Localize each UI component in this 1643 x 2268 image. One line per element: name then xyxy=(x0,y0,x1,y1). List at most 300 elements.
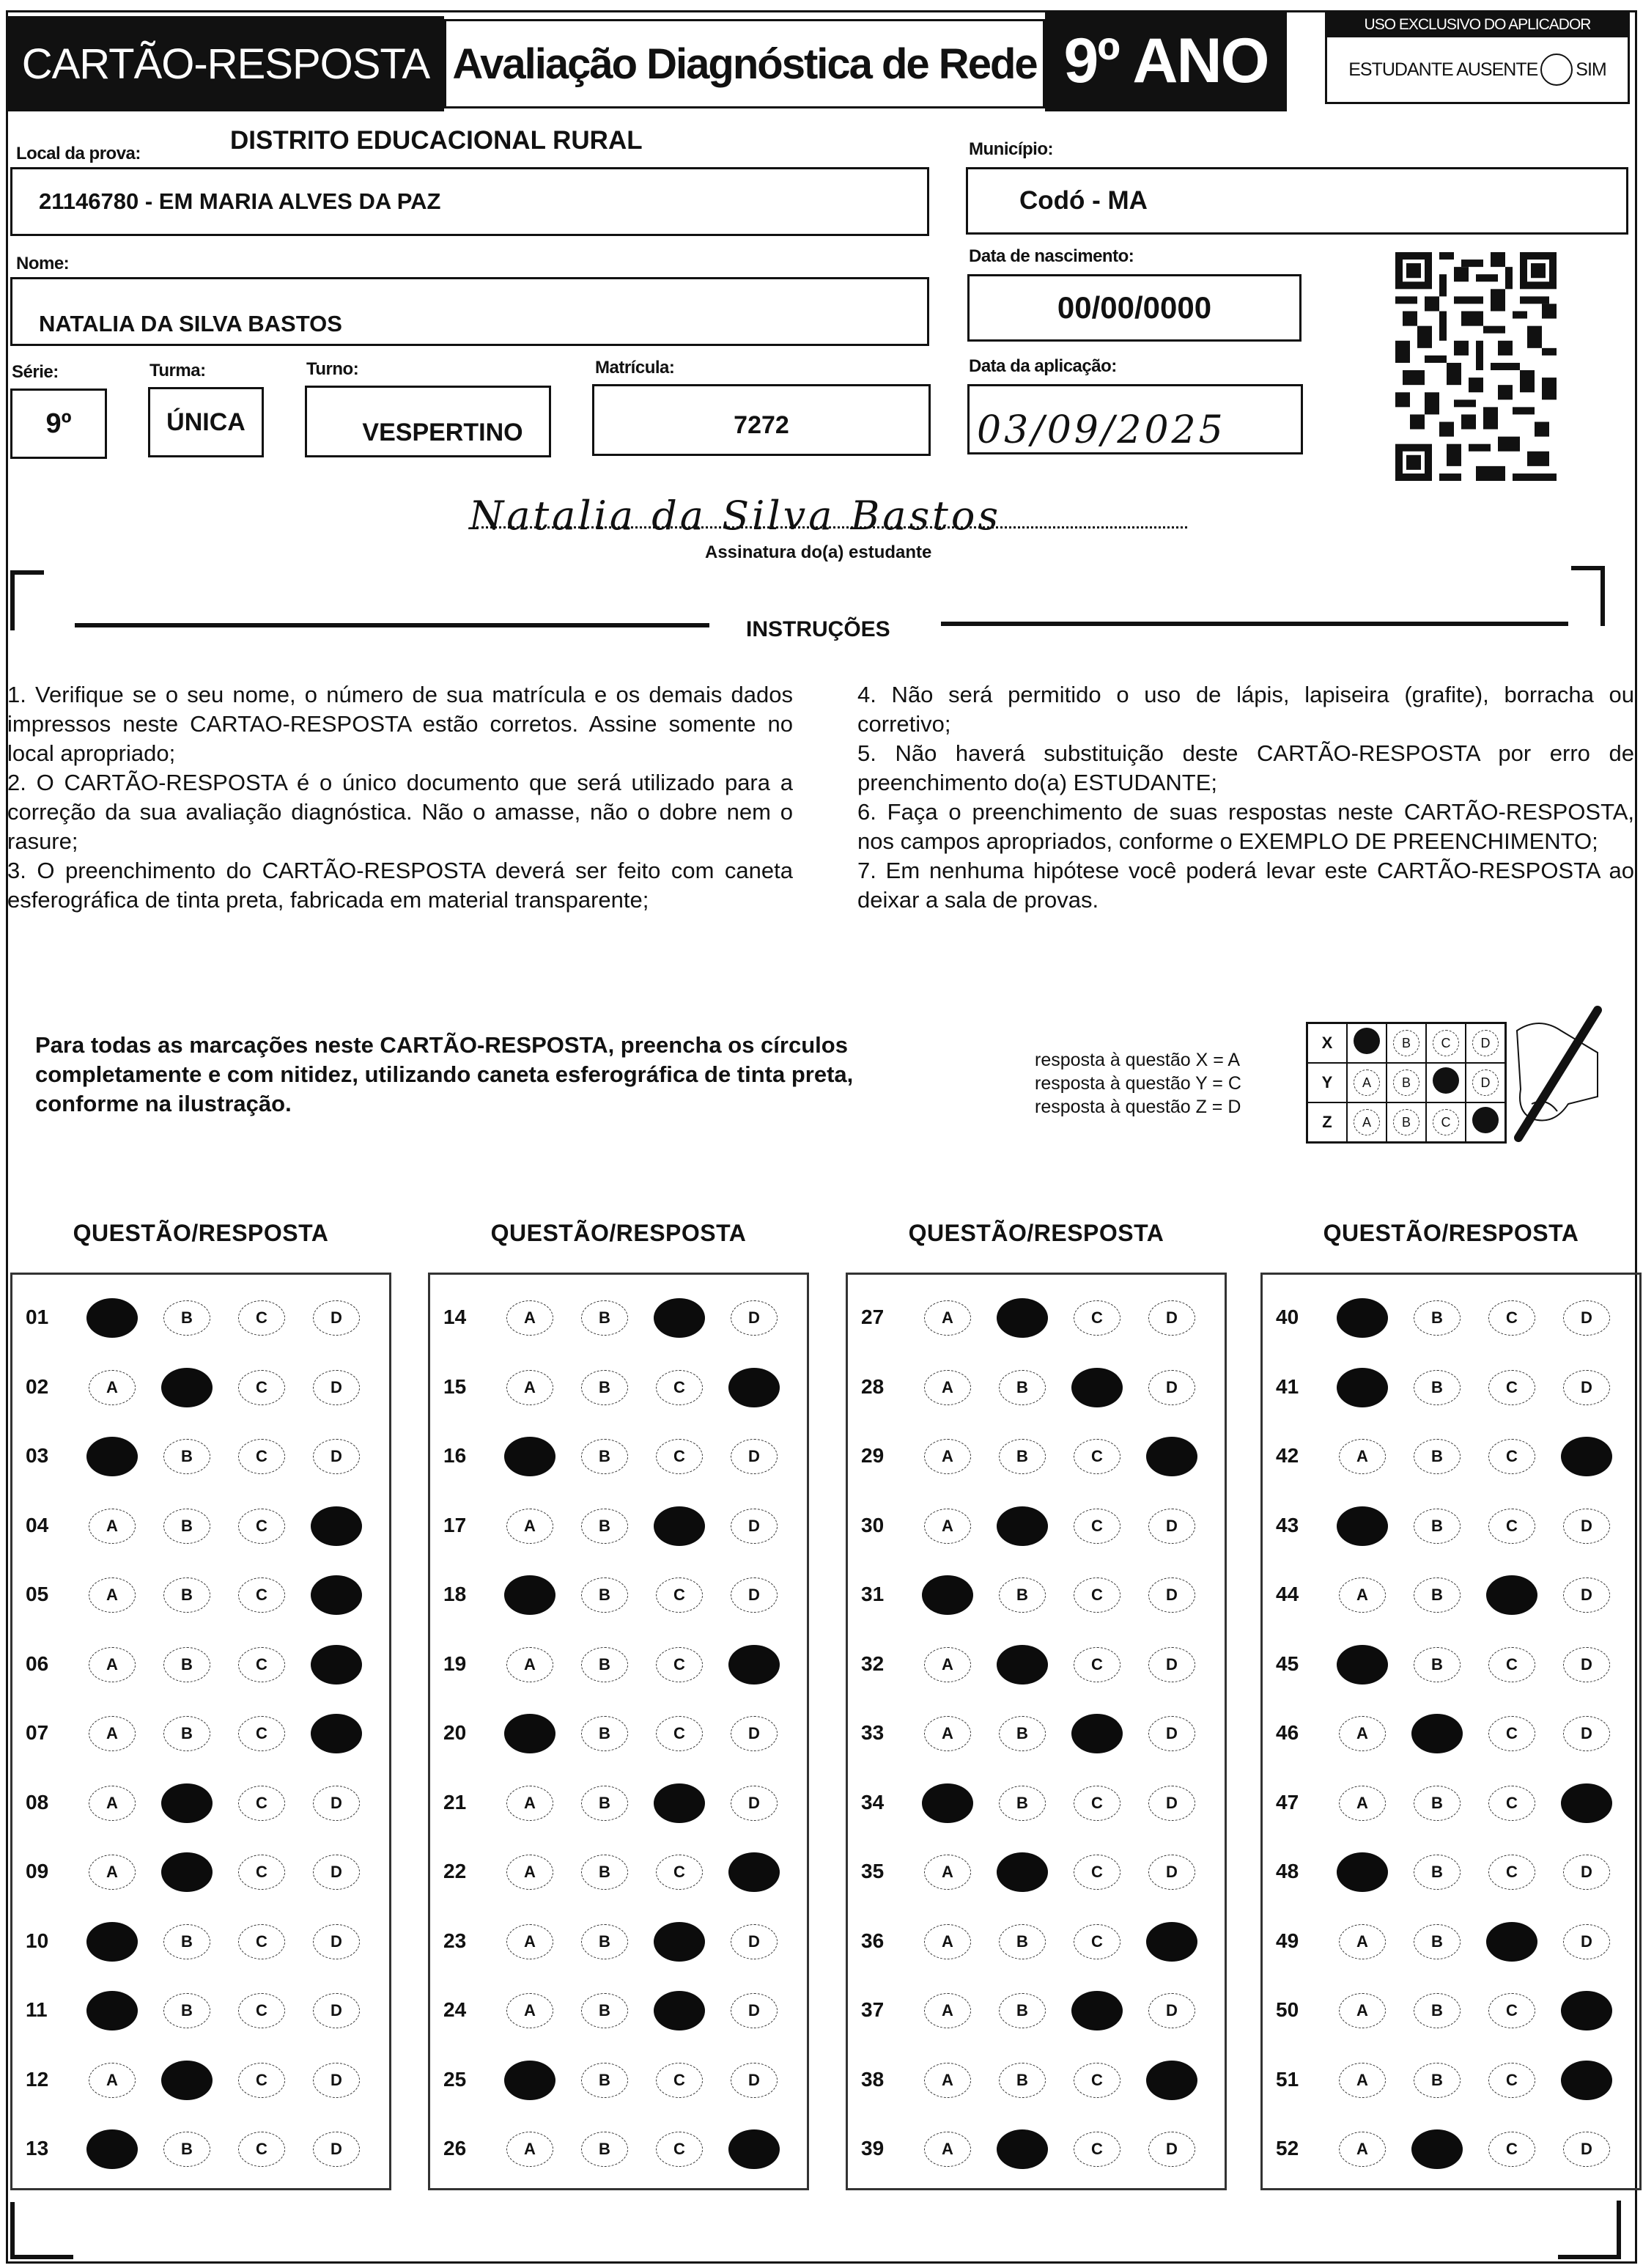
answer-bubble-c[interactable]: C xyxy=(1488,1300,1535,1336)
answer-bubble-b[interactable]: B xyxy=(163,2132,210,2167)
answer-bubble-d-filled[interactable] xyxy=(311,1714,362,1753)
answer-bubble-b[interactable]: B xyxy=(1414,1509,1461,1544)
answer-bubble-c[interactable]: C xyxy=(1074,1300,1120,1336)
applicator-box xyxy=(1325,10,1630,104)
answer-bubble-d[interactable]: D xyxy=(313,1370,360,1405)
answer-bubble-a-filled[interactable] xyxy=(86,1437,138,1476)
question-row xyxy=(12,1711,389,1755)
question-number: 35 xyxy=(861,1860,885,1882)
question-row xyxy=(12,1642,389,1686)
answer-bubble-d[interactable]: D xyxy=(1148,1300,1195,1336)
instructions-divider-right xyxy=(941,622,1568,626)
answer-bubble-d-filled[interactable] xyxy=(728,1645,780,1685)
answer-bubble-d-filled[interactable] xyxy=(1146,1437,1197,1476)
answer-bubble-d-filled[interactable] xyxy=(1561,2061,1612,2100)
answer-bubble-c[interactable]: C xyxy=(1074,1855,1120,1890)
serie-field xyxy=(10,389,107,459)
answer-bubble-c[interactable]: C xyxy=(656,1647,703,1682)
exam-title xyxy=(444,19,1045,108)
answer-bubble-a[interactable]: A xyxy=(89,1577,136,1613)
answer-bubble-d[interactable]: D xyxy=(1148,2132,1195,2167)
serie-label: Série: xyxy=(12,362,59,382)
municipio-field xyxy=(966,167,1628,235)
answer-bubble-b[interactable]: B xyxy=(1414,1370,1461,1405)
answer-bubble-c-filled[interactable] xyxy=(654,1298,705,1338)
answer-bubble-a[interactable]: A xyxy=(89,1786,136,1821)
corner-mark-bottom-right xyxy=(1558,2201,1621,2259)
answer-bubble-d-filled[interactable] xyxy=(728,1852,780,1892)
answer-bubble-d-filled[interactable] xyxy=(1146,1922,1197,1962)
question-number: 48 xyxy=(1276,1860,1299,1882)
answer-bubble-a[interactable]: A xyxy=(924,2132,971,2167)
answer-bubble-c[interactable]: C xyxy=(238,1370,285,1405)
signature-line xyxy=(476,526,1187,529)
answer-bubble-c[interactable]: C xyxy=(1074,2063,1120,2098)
answer-bubble-c[interactable]: C xyxy=(238,1647,285,1682)
answer-bubble-b[interactable]: B xyxy=(999,1439,1046,1474)
answer-bubble-b[interactable]: B xyxy=(581,1786,628,1821)
answer-bubble-c[interactable]: C xyxy=(238,2132,285,2167)
question-number: 47 xyxy=(1276,1790,1299,1814)
question-row xyxy=(430,1572,807,1616)
answer-bubble-c[interactable]: C xyxy=(1074,1577,1120,1613)
answer-bubble-a[interactable]: A xyxy=(89,1370,136,1405)
question-row xyxy=(1263,1295,1639,1339)
answer-bubble-a[interactable]: A xyxy=(506,1509,553,1544)
turma-field xyxy=(148,387,264,457)
answer-bubble-c[interactable]: C xyxy=(1074,1924,1120,1959)
answer-bubble-b-filled[interactable] xyxy=(997,1645,1048,1685)
answer-bubble-d-filled[interactable] xyxy=(1561,1437,1612,1476)
answer-bubble-a[interactable]: A xyxy=(506,1786,553,1821)
answer-bubble-b[interactable]: B xyxy=(581,1439,628,1474)
question-row xyxy=(1263,2127,1639,2171)
answer-bubble-b[interactable]: B xyxy=(1414,1786,1461,1821)
question-number: 03 xyxy=(26,1444,49,1467)
question-row xyxy=(848,1849,1225,1893)
instruction-5: 5. Não haverá substituição deste CARTÃO-RESPOSTA por erro de preenchimento do(a) ESTUDANTE; xyxy=(857,740,1634,795)
answer-bubble-d[interactable]: D xyxy=(313,2132,360,2167)
answer-bubble-a[interactable]: A xyxy=(506,1370,553,1405)
answer-bubble-a[interactable]: A xyxy=(89,1647,136,1682)
answer-bubble-c[interactable]: C xyxy=(656,1370,703,1405)
answer-bubble-c-filled[interactable] xyxy=(1071,1368,1123,1407)
school-field xyxy=(10,167,929,236)
question-row xyxy=(1263,1849,1639,1893)
school-value: 21146780 - EM MARIA ALVES DA PAZ xyxy=(39,188,441,214)
answer-bubble-a-filled[interactable] xyxy=(922,1783,973,1823)
answer-bubble-c[interactable]: C xyxy=(1074,2132,1120,2167)
answer-bubble-d[interactable]: D xyxy=(1148,1647,1195,1682)
answer-bubble-b[interactable]: B xyxy=(581,1924,628,1959)
answer-column-3 xyxy=(846,1273,1227,2190)
question-number: 49 xyxy=(1276,1929,1299,1952)
question-row xyxy=(848,1711,1225,1755)
answer-bubble-d-filled[interactable] xyxy=(728,2129,780,2169)
answer-bubble-d[interactable]: D xyxy=(1563,1855,1610,1890)
answer-bubble-a[interactable]: A xyxy=(924,1509,971,1544)
answer-bubble-d-filled[interactable] xyxy=(728,1368,780,1407)
answer-bubble-c[interactable]: C xyxy=(1074,1647,1120,1682)
answer-bubble-a[interactable]: A xyxy=(924,1439,971,1474)
answer-bubble-b-filled[interactable] xyxy=(161,1783,213,1823)
answer-bubble-d[interactable]: D xyxy=(1148,1993,1195,2028)
answer-bubble-c[interactable]: C xyxy=(1488,1509,1535,1544)
example-cell xyxy=(1347,1023,1387,1064)
question-row xyxy=(430,1781,807,1825)
answer-bubble-b-filled[interactable] xyxy=(997,1506,1048,1546)
answer-bubble-a[interactable]: A xyxy=(506,1993,553,2028)
answer-bubble-a[interactable]: A xyxy=(1339,1716,1386,1751)
answer-bubble-c[interactable]: C xyxy=(656,2132,703,2167)
answer-bubble-c[interactable]: C xyxy=(656,1577,703,1613)
answer-bubble-b[interactable]: B xyxy=(163,1647,210,1682)
answer-bubble-c[interactable]: C xyxy=(656,1439,703,1474)
answer-bubble-d[interactable]: D xyxy=(1563,1577,1610,1613)
question-number: 01 xyxy=(26,1306,49,1328)
answer-bubble-a[interactable]: A xyxy=(1339,2063,1386,2098)
answer-bubble-a-filled[interactable] xyxy=(922,1575,973,1615)
answer-bubble-c[interactable]: C xyxy=(1488,1993,1535,2028)
question-row xyxy=(1263,1434,1639,1478)
answer-bubble-a[interactable]: A xyxy=(89,1855,136,1890)
answer-bubble-b[interactable]: B xyxy=(1414,1993,1461,2028)
exam-title-text: Avaliação Diagnóstica de Rede xyxy=(452,40,1037,88)
answer-bubble-a-filled[interactable] xyxy=(504,2061,555,2100)
question-row xyxy=(12,1434,389,1478)
example-bubble: B xyxy=(1393,1109,1419,1135)
answer-bubble-c[interactable]: C xyxy=(656,2063,703,2098)
question-number: 22 xyxy=(443,1860,467,1882)
answer-bubble-c[interactable]: C xyxy=(1488,1716,1535,1751)
question-number: 14 xyxy=(443,1306,467,1328)
answer-bubble-d-filled[interactable] xyxy=(311,1506,362,1546)
question-number: 23 xyxy=(443,1929,467,1952)
answer-bubble-b[interactable]: B xyxy=(1414,1439,1461,1474)
question-row xyxy=(848,1295,1225,1339)
answer-bubble-a[interactable]: A xyxy=(924,1924,971,1959)
answer-bubble-a[interactable]: A xyxy=(1339,1924,1386,1959)
instruction-4: 4. Não será permitido o uso de lápis, lapiseira (grafite), borracha ou corretivo; xyxy=(857,682,1634,737)
answer-bubble-d[interactable]: D xyxy=(731,1716,778,1751)
answer-bubble-d-filled[interactable] xyxy=(1146,2061,1197,2100)
question-number: 09 xyxy=(26,1860,49,1882)
answer-bubble-b-filled[interactable] xyxy=(997,1298,1048,1338)
answer-bubble-b[interactable]: B xyxy=(581,1370,628,1405)
answer-bubble-d-filled[interactable] xyxy=(1561,1991,1612,2030)
answer-bubble-b[interactable]: B xyxy=(1414,1300,1461,1336)
example-bubble: B xyxy=(1393,1030,1419,1056)
answer-bubble-b[interactable]: B xyxy=(999,1786,1046,1821)
aplicacao-field[interactable] xyxy=(967,384,1303,454)
answer-bubble-a-filled[interactable] xyxy=(1337,1506,1388,1546)
answer-bubble-d[interactable]: D xyxy=(731,1577,778,1613)
answer-bubble-a-filled[interactable] xyxy=(504,1714,555,1753)
question-number: 37 xyxy=(861,1998,885,2021)
example-row-label: Y xyxy=(1307,1063,1348,1102)
answer-bubble-b-filled[interactable] xyxy=(161,1368,213,1407)
answer-bubble-a[interactable]: A xyxy=(924,1993,971,2028)
answer-bubble-b[interactable]: B xyxy=(581,1993,628,2028)
nascimento-value: 00/00/0000 xyxy=(1057,290,1212,325)
student-signature[interactable]: Natalia da Silva Bastos xyxy=(469,493,1002,539)
question-row xyxy=(1263,1988,1639,2032)
answer-bubble-c-filled[interactable] xyxy=(654,1783,705,1823)
answer-bubble-c[interactable]: C xyxy=(1488,1439,1535,1474)
answer-bubble-d[interactable]: D xyxy=(1563,1716,1610,1751)
applicator-title: USO EXCLUSIVO DO APLICADOR xyxy=(1327,12,1628,37)
example-bubble: C xyxy=(1433,1030,1459,1056)
answer-bubble-b[interactable]: B xyxy=(163,1577,210,1613)
answer-bubble-c[interactable]: C xyxy=(1488,1786,1535,1821)
answer-bubble-b[interactable]: B xyxy=(163,1509,210,1544)
answer-bubble-a-filled[interactable] xyxy=(1337,1645,1388,1685)
answer-bubble-b[interactable]: B xyxy=(999,1993,1046,2028)
question-row xyxy=(1263,1503,1639,1547)
answer-bubble-d[interactable]: D xyxy=(313,1993,360,2028)
question-row xyxy=(12,2058,389,2102)
answer-bubble-b[interactable]: B xyxy=(1414,1577,1461,1613)
district-name: DISTRITO EDUCACIONAL RURAL xyxy=(230,126,643,155)
answer-bubble-c[interactable]: C xyxy=(238,1855,285,1890)
answer-bubble-a[interactable]: A xyxy=(1339,1786,1386,1821)
answer-bubble-b[interactable]: B xyxy=(581,1300,628,1336)
answer-bubble-d[interactable]: D xyxy=(731,1924,778,1959)
answer-bubble-c[interactable]: C xyxy=(238,1509,285,1544)
answer-bubble-b[interactable]: B xyxy=(999,1577,1046,1613)
answer-bubble-c[interactable]: C xyxy=(1074,1509,1120,1544)
answer-bubble-d[interactable]: D xyxy=(1148,1855,1195,1890)
question-number: 17 xyxy=(443,1513,467,1536)
answer-bubble-a-filled[interactable] xyxy=(86,1298,138,1338)
answer-bubble-a[interactable]: A xyxy=(506,1924,553,1959)
legend-line-z: resposta à questão Z = D xyxy=(1035,1097,1241,1117)
answer-bubble-c[interactable]: C xyxy=(238,1300,285,1336)
question-number: 29 xyxy=(861,1444,885,1467)
answer-bubble-d[interactable]: D xyxy=(313,1300,360,1336)
answer-bubble-d[interactable]: D xyxy=(1563,1300,1610,1336)
answer-bubble-b[interactable]: B xyxy=(581,1577,628,1613)
question-row xyxy=(12,1572,389,1616)
answer-bubble-d[interactable]: D xyxy=(313,1439,360,1474)
answer-bubble-d[interactable]: D xyxy=(1148,1716,1195,1751)
answer-bubble-a[interactable]: A xyxy=(89,2063,136,2098)
answer-bubble-b-filled[interactable] xyxy=(997,2129,1048,2169)
answer-bubble-d[interactable]: D xyxy=(313,1924,360,1959)
answer-bubble-a[interactable]: A xyxy=(1339,2132,1386,2167)
answer-bubble-d[interactable]: D xyxy=(1563,1509,1610,1544)
answer-bubble-a-filled[interactable] xyxy=(86,1922,138,1962)
column-title: QUESTÃO/RESPOSTA xyxy=(73,1220,329,1246)
question-number: 46 xyxy=(1276,1721,1299,1744)
answer-bubble-c[interactable]: C xyxy=(238,1439,285,1474)
answer-bubble-d[interactable]: D xyxy=(1563,1647,1610,1682)
answer-bubble-a[interactable]: A xyxy=(89,1509,136,1544)
absent-checkbox[interactable] xyxy=(1540,54,1573,86)
answer-bubble-b-filled[interactable] xyxy=(161,2061,213,2100)
example-cell xyxy=(1387,1023,1426,1064)
answer-bubble-c[interactable]: C xyxy=(1488,1370,1535,1405)
answer-bubble-b[interactable]: B xyxy=(999,1370,1046,1405)
answer-bubble-c[interactable]: C xyxy=(656,1716,703,1751)
question-row xyxy=(12,2127,389,2171)
answer-bubble-d[interactable]: D xyxy=(731,1300,778,1336)
answer-bubble-d[interactable]: D xyxy=(731,1786,778,1821)
question-number: 16 xyxy=(443,1444,467,1467)
answer-bubble-a-filled[interactable] xyxy=(1337,1368,1388,1407)
answer-bubble-a-filled[interactable] xyxy=(1337,1298,1388,1338)
answer-bubble-c[interactable]: C xyxy=(238,1993,285,2028)
answer-bubble-d[interactable]: D xyxy=(731,1439,778,1474)
answer-bubble-d[interactable]: D xyxy=(1563,2132,1610,2167)
answer-bubble-a[interactable]: A xyxy=(924,1855,971,1890)
answer-bubble-d-filled[interactable] xyxy=(311,1575,362,1615)
question-row xyxy=(430,1849,807,1893)
answer-bubble-b[interactable]: B xyxy=(163,1300,210,1336)
answer-bubble-b-filled[interactable] xyxy=(1411,2129,1463,2169)
answer-bubble-c[interactable]: C xyxy=(1488,1647,1535,1682)
question-row xyxy=(430,1988,807,2032)
question-number: 19 xyxy=(443,1652,467,1675)
answer-bubble-d[interactable]: D xyxy=(313,1786,360,1821)
answer-bubble-c-filled[interactable] xyxy=(1486,1575,1537,1615)
answer-bubble-a[interactable]: A xyxy=(506,1300,553,1336)
turno-value: VESPERTINO xyxy=(362,418,523,446)
answer-bubble-c[interactable]: C xyxy=(238,2063,285,2098)
answer-bubble-b[interactable]: B xyxy=(1414,2063,1461,2098)
answer-bubble-a[interactable]: A xyxy=(924,1647,971,1682)
answer-bubble-b[interactable]: B xyxy=(581,1647,628,1682)
example-bubble-filled xyxy=(1433,1067,1459,1094)
answer-bubble-d[interactable]: D xyxy=(1563,1370,1610,1405)
answer-bubble-d-filled[interactable] xyxy=(311,1645,362,1685)
answer-bubble-a[interactable]: A xyxy=(506,1855,553,1890)
answer-bubble-d[interactable]: D xyxy=(313,1855,360,1890)
question-number: 42 xyxy=(1276,1444,1299,1467)
answer-bubble-c[interactable]: C xyxy=(1488,1855,1535,1890)
answer-bubble-b[interactable]: B xyxy=(163,1993,210,2028)
answer-bubble-a[interactable]: A xyxy=(1339,1993,1386,2028)
answer-bubble-d[interactable]: D xyxy=(1563,1924,1610,1959)
answer-bubble-b[interactable]: B xyxy=(581,1509,628,1544)
answer-bubble-c[interactable]: C xyxy=(238,1716,285,1751)
answer-bubble-a-filled[interactable] xyxy=(86,2129,138,2169)
answer-bubble-d[interactable]: D xyxy=(1148,1786,1195,1821)
answer-bubble-b-filled[interactable] xyxy=(1411,1714,1463,1753)
answer-bubble-d[interactable]: D xyxy=(731,1509,778,1544)
answer-bubble-a[interactable]: A xyxy=(924,2063,971,2098)
answer-bubble-d[interactable]: D xyxy=(1148,1577,1195,1613)
answer-bubble-a-filled[interactable] xyxy=(1337,1852,1388,1892)
answer-bubble-a[interactable]: A xyxy=(1339,1577,1386,1613)
nascimento-label: Data de nascimento: xyxy=(969,246,1134,266)
question-row xyxy=(12,1503,389,1547)
answer-bubble-d-filled[interactable] xyxy=(1561,1783,1612,1823)
answer-bubble-c-filled[interactable] xyxy=(1071,1714,1123,1753)
question-number: 26 xyxy=(443,2137,467,2160)
answer-bubble-c-filled[interactable] xyxy=(1071,1991,1123,2030)
answer-bubble-d[interactable]: D xyxy=(731,2063,778,2098)
question-row xyxy=(12,1781,389,1825)
answer-bubble-b[interactable]: B xyxy=(1414,1924,1461,1959)
question-number: 08 xyxy=(26,1790,49,1814)
question-number: 52 xyxy=(1276,2137,1299,2160)
answer-bubble-c[interactable]: C xyxy=(238,1924,285,1959)
instruction-3: 3. O preenchimento do CARTÃO-RESPOSTA deverá ser feito com caneta esferográfica de tinta preta, fabricada em material transparente; xyxy=(7,858,793,913)
answer-bubble-a-filled[interactable] xyxy=(504,1437,555,1476)
question-number: 21 xyxy=(443,1790,467,1814)
answer-bubble-b[interactable]: B xyxy=(163,1439,210,1474)
example-cell xyxy=(1347,1063,1387,1102)
municipio-label: Município: xyxy=(969,139,1053,159)
qr-code-icon xyxy=(1395,252,1557,481)
answer-bubble-b[interactable]: B xyxy=(1414,1647,1461,1682)
corner-mark-bottom-left xyxy=(10,2202,73,2259)
answer-bubble-b[interactable]: B xyxy=(999,1924,1046,1959)
nome-label: Nome: xyxy=(16,254,70,273)
answer-bubble-b-filled[interactable] xyxy=(997,1852,1048,1892)
legend-line-y: resposta à questão Y = C xyxy=(1035,1073,1241,1094)
answer-bubble-d[interactable]: D xyxy=(1148,1509,1195,1544)
question-row xyxy=(1263,1711,1639,1755)
answer-bubble-a[interactable]: A xyxy=(506,2132,553,2167)
question-number: 43 xyxy=(1276,1513,1299,1536)
answer-bubble-c[interactable]: C xyxy=(656,1855,703,1890)
answer-bubble-c-filled[interactable] xyxy=(654,1922,705,1962)
question-number: 36 xyxy=(861,1929,885,1952)
answer-bubble-b[interactable]: B xyxy=(581,2132,628,2167)
instruction-1: 1. Verifique se o seu nome, o número de sua matrícula e os demais dados impressos neste CARTAO-RESPOSTA estão corretos. Assine somente no local apropriado; xyxy=(7,682,793,766)
answer-bubble-b[interactable]: B xyxy=(581,1716,628,1751)
answer-bubble-a[interactable]: A xyxy=(1339,1439,1386,1474)
answer-bubble-d[interactable]: D xyxy=(731,1993,778,2028)
answer-bubble-c-filled[interactable] xyxy=(654,1506,705,1546)
answer-bubble-b[interactable]: B xyxy=(1414,1855,1461,1890)
example-bubble: A xyxy=(1354,1109,1380,1135)
answer-bubble-b[interactable]: B xyxy=(581,1855,628,1890)
question-row xyxy=(12,1919,389,1963)
answer-bubble-a[interactable]: A xyxy=(924,1370,971,1405)
answer-bubble-a-filled[interactable] xyxy=(504,1575,555,1615)
answer-bubble-c-filled[interactable] xyxy=(1486,1922,1537,1962)
question-number: 34 xyxy=(861,1790,885,1814)
answer-bubble-c[interactable]: C xyxy=(238,1786,285,1821)
answer-bubble-a[interactable]: A xyxy=(924,1716,971,1751)
answer-bubble-b[interactable]: B xyxy=(999,1716,1046,1751)
question-number: 38 xyxy=(861,2067,885,2091)
answer-bubble-c[interactable]: C xyxy=(1074,1786,1120,1821)
answer-bubble-a[interactable]: A xyxy=(89,1716,136,1751)
answer-bubble-b[interactable]: B xyxy=(581,2063,628,2098)
answer-bubble-b[interactable]: B xyxy=(163,1924,210,1959)
answer-bubble-d[interactable]: D xyxy=(1148,1370,1195,1405)
answer-bubble-c[interactable]: C xyxy=(1488,2063,1535,2098)
answer-bubble-d[interactable]: D xyxy=(313,2063,360,2098)
answer-bubble-b[interactable]: B xyxy=(163,1716,210,1751)
question-row xyxy=(848,1642,1225,1686)
answer-bubble-c[interactable]: C xyxy=(1074,1439,1120,1474)
answer-bubble-a[interactable]: A xyxy=(924,1300,971,1336)
example-cell xyxy=(1347,1102,1387,1143)
answer-bubble-c-filled[interactable] xyxy=(654,1991,705,2030)
answer-bubble-c[interactable]: C xyxy=(238,1577,285,1613)
answer-bubble-b-filled[interactable] xyxy=(161,1852,213,1892)
answer-bubble-b[interactable]: B xyxy=(999,2063,1046,2098)
answer-bubble-a[interactable]: A xyxy=(506,1647,553,1682)
question-row xyxy=(430,1295,807,1339)
answer-bubble-a-filled[interactable] xyxy=(86,1991,138,2030)
answer-bubble-c[interactable]: C xyxy=(1488,2132,1535,2167)
